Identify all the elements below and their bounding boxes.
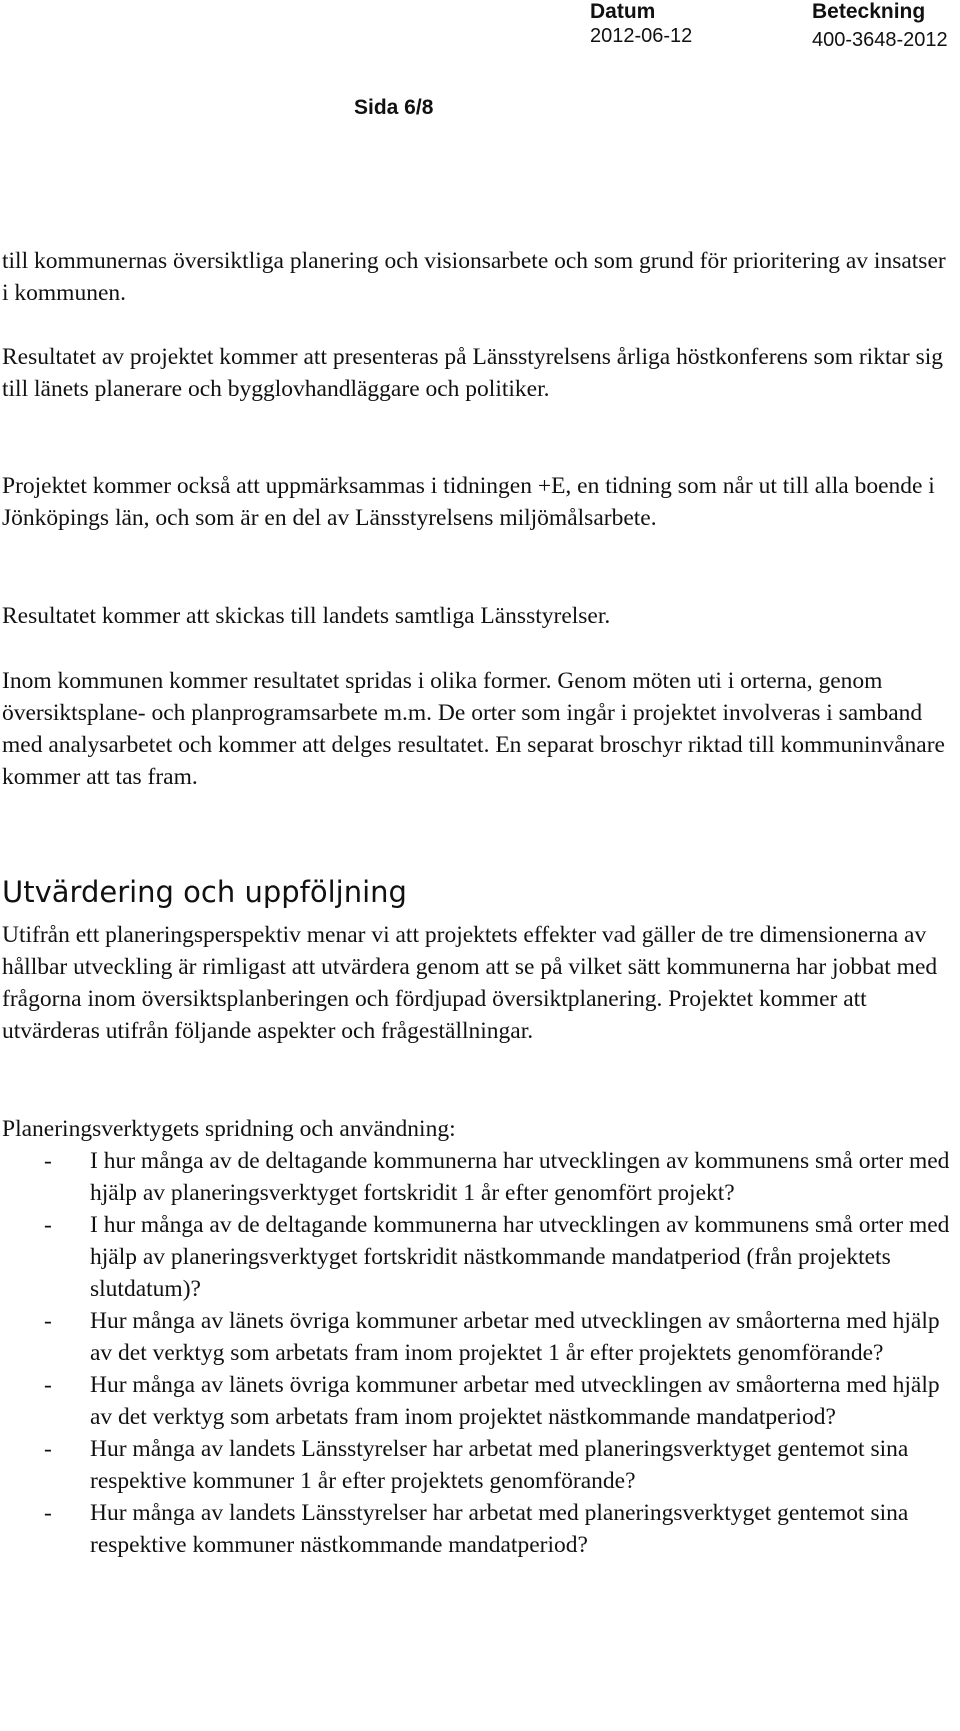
- list-item-text: Hur många av länets övriga kommuner arbetar med utvecklingen av småorterna med hjälp av det verktyg som arbetats fram inom projektet nästkommande mandatperiod?: [90, 1372, 940, 1430]
- bullet-dash: -: [44, 1308, 52, 1334]
- date-label: Datum: [590, 0, 656, 23]
- bullet-dash: -: [44, 1500, 52, 1526]
- bullet-dash: -: [44, 1148, 52, 1174]
- evaluation-question-list: [2, 1145, 952, 1561]
- list-item-text: I hur många av de deltagande kommunerna har utvecklingen av kommunens små orter med hjälp av planeringsverktyget fortskridit nästkommande mandatperiod (från projektets slutdatum)?: [90, 1212, 950, 1302]
- reference-label: Beteckning: [812, 0, 926, 23]
- list-item: [2, 1209, 952, 1305]
- list-item: [2, 1433, 952, 1497]
- section-intro: Utifrån ett planeringsperspektiv menar vi att projektets effekter vad gäller de tre dimensionerna av hållbar utveckling är rimligast att utvärdera genom att se på vilket sätt kommunerna har jobbat med frågorna inom översiktsplanberingen och fördjupad översiktplanering. Projektet kommer att utvärderas utifrån följande aspekter och frågeställningar.: [2, 922, 938, 1044]
- paragraph-newspaper: Projektet kommer också att uppmärksammas i tidningen +E, en tidning som når ut till alla boende i Jönköpings län, och som är en del av Länsstyrelsens miljömålsarbete.: [2, 473, 935, 531]
- paragraph-municipality: Inom kommunen kommer resultatet spridas i olika former. Genom möten uti i orterna, genom översiktsplane- och planprogramsarbete m.m. De orter som ingår i projektet involveras i samband med analysarbetet och kommer att delges resultatet. En separat broschyr riktad till kommuninvånare kommer att tas fram.: [2, 668, 945, 790]
- bullet-dash: -: [44, 1212, 52, 1238]
- page-number: Sida 6/8: [354, 96, 434, 119]
- list-item: [2, 1369, 952, 1433]
- paragraph-planning: till kommunernas översiktliga planering och visionsarbete och som grund för prioritering av insatser i kommunen.: [2, 248, 946, 306]
- paragraph-conference: Resultatet av projektet kommer att presenteras på Länsstyrelsens årliga höstkonferens som riktar sig till länets planerare och bygglovhandläggare och politiker.: [2, 344, 944, 402]
- list-item: [2, 1305, 952, 1369]
- list-title: Planeringsverktygets spridning och användning:: [2, 1116, 456, 1142]
- list-item: [2, 1497, 952, 1561]
- list-item-text: Hur många av landets Länsstyrelser har arbetat med planeringsverktyget gentemot sina respektive kommuner nästkommande mandatperiod?: [90, 1500, 909, 1558]
- date-value: 2012-06-12: [590, 25, 693, 47]
- bullet-dash: -: [44, 1372, 52, 1398]
- list-item-text: Hur många av länets övriga kommuner arbetar med utvecklingen av småorterna med hjälp av det verktyg som arbetats fram inom projektet 1 år efter projektets genomförande?: [90, 1308, 940, 1366]
- list-item-text: I hur många av de deltagande kommunerna har utvecklingen av kommunens små orter med hjälp av planeringsverktyget fortskridit 1 år efter genomfört projekt?: [90, 1148, 950, 1206]
- paragraph-county-boards: Resultatet kommer att skickas till landets samtliga Länsstyrelser.: [2, 603, 611, 629]
- section-heading: Utvärdering och uppföljning: [2, 875, 407, 909]
- bullet-dash: -: [44, 1436, 52, 1462]
- reference-value: 400-3648-2012: [812, 29, 948, 51]
- list-item-text: Hur många av landets Länsstyrelser har arbetat med planeringsverktyget gentemot sina respektive kommuner 1 år efter projektets genomförande?: [90, 1436, 909, 1494]
- list-item: [2, 1145, 952, 1209]
